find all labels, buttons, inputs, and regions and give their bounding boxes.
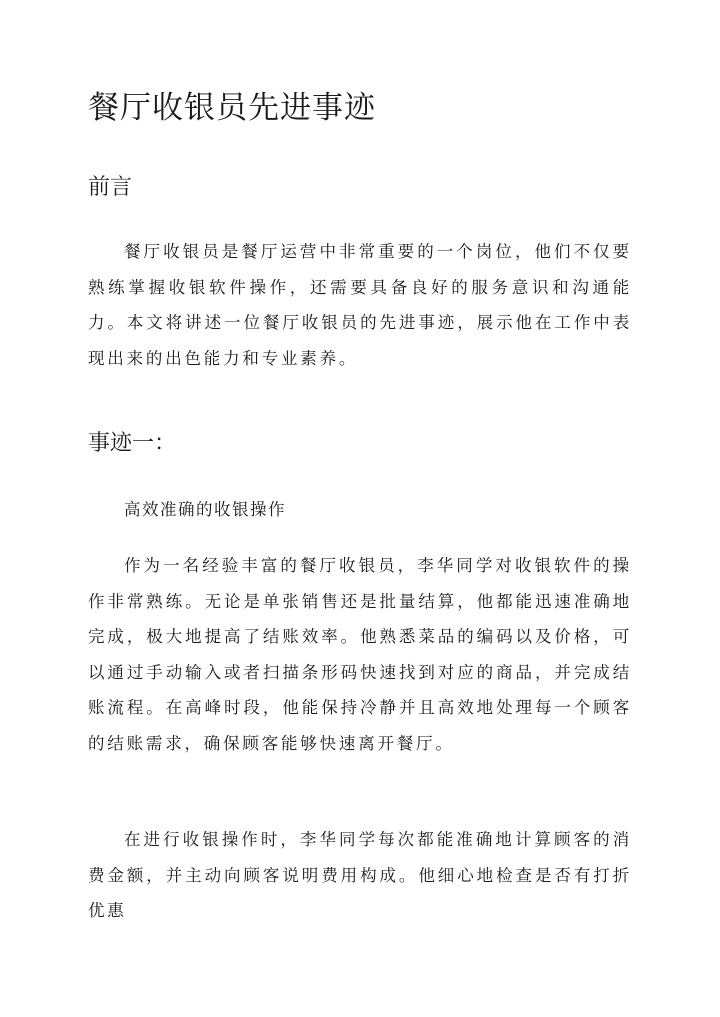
deed-one-paragraph-1: 作为一名经验丰富的餐厅收银员，李华同学对收银软件的操作非常熟练。无论是单张销售还是批量结算，他都能迅速准确地完成，极大地提高了结账效率。他熟悉菜品的编码以及价格，可以通过手动输入或者扫描条形码快速找到对应的商品，并完成结账流程。在高峰时段，他能保持冷静并且高效地处理每一个顾客的结账需求，确保顾客能够快速离开餐厅。 — [88, 556, 632, 753]
deed-one-subheading: 高效准确的收银操作 — [124, 500, 286, 519]
section-heading-preface: 前言 — [88, 175, 133, 200]
document-title: 餐厅收银员先进事迹 — [88, 90, 376, 126]
section-heading-deed-one: 事迹一： — [88, 431, 177, 456]
preface-paragraph: 餐厅收银员是餐厅运营中非常重要的一个岗位，他们不仅要熟练掌握收银软件操作，还需要具备良好的服务意识和沟通能力。本文将讲述一位餐厅收银员的先进事迹，展示他在工作中表现出来的出色能力和专业素养。 — [88, 242, 632, 368]
deed-one-paragraph-2: 在进行收银操作时，李华同学每次都能准确地计算顾客的消费金额，并主动向顾客说明费用构成。他细心地检查是否有打折优惠 — [88, 830, 632, 920]
